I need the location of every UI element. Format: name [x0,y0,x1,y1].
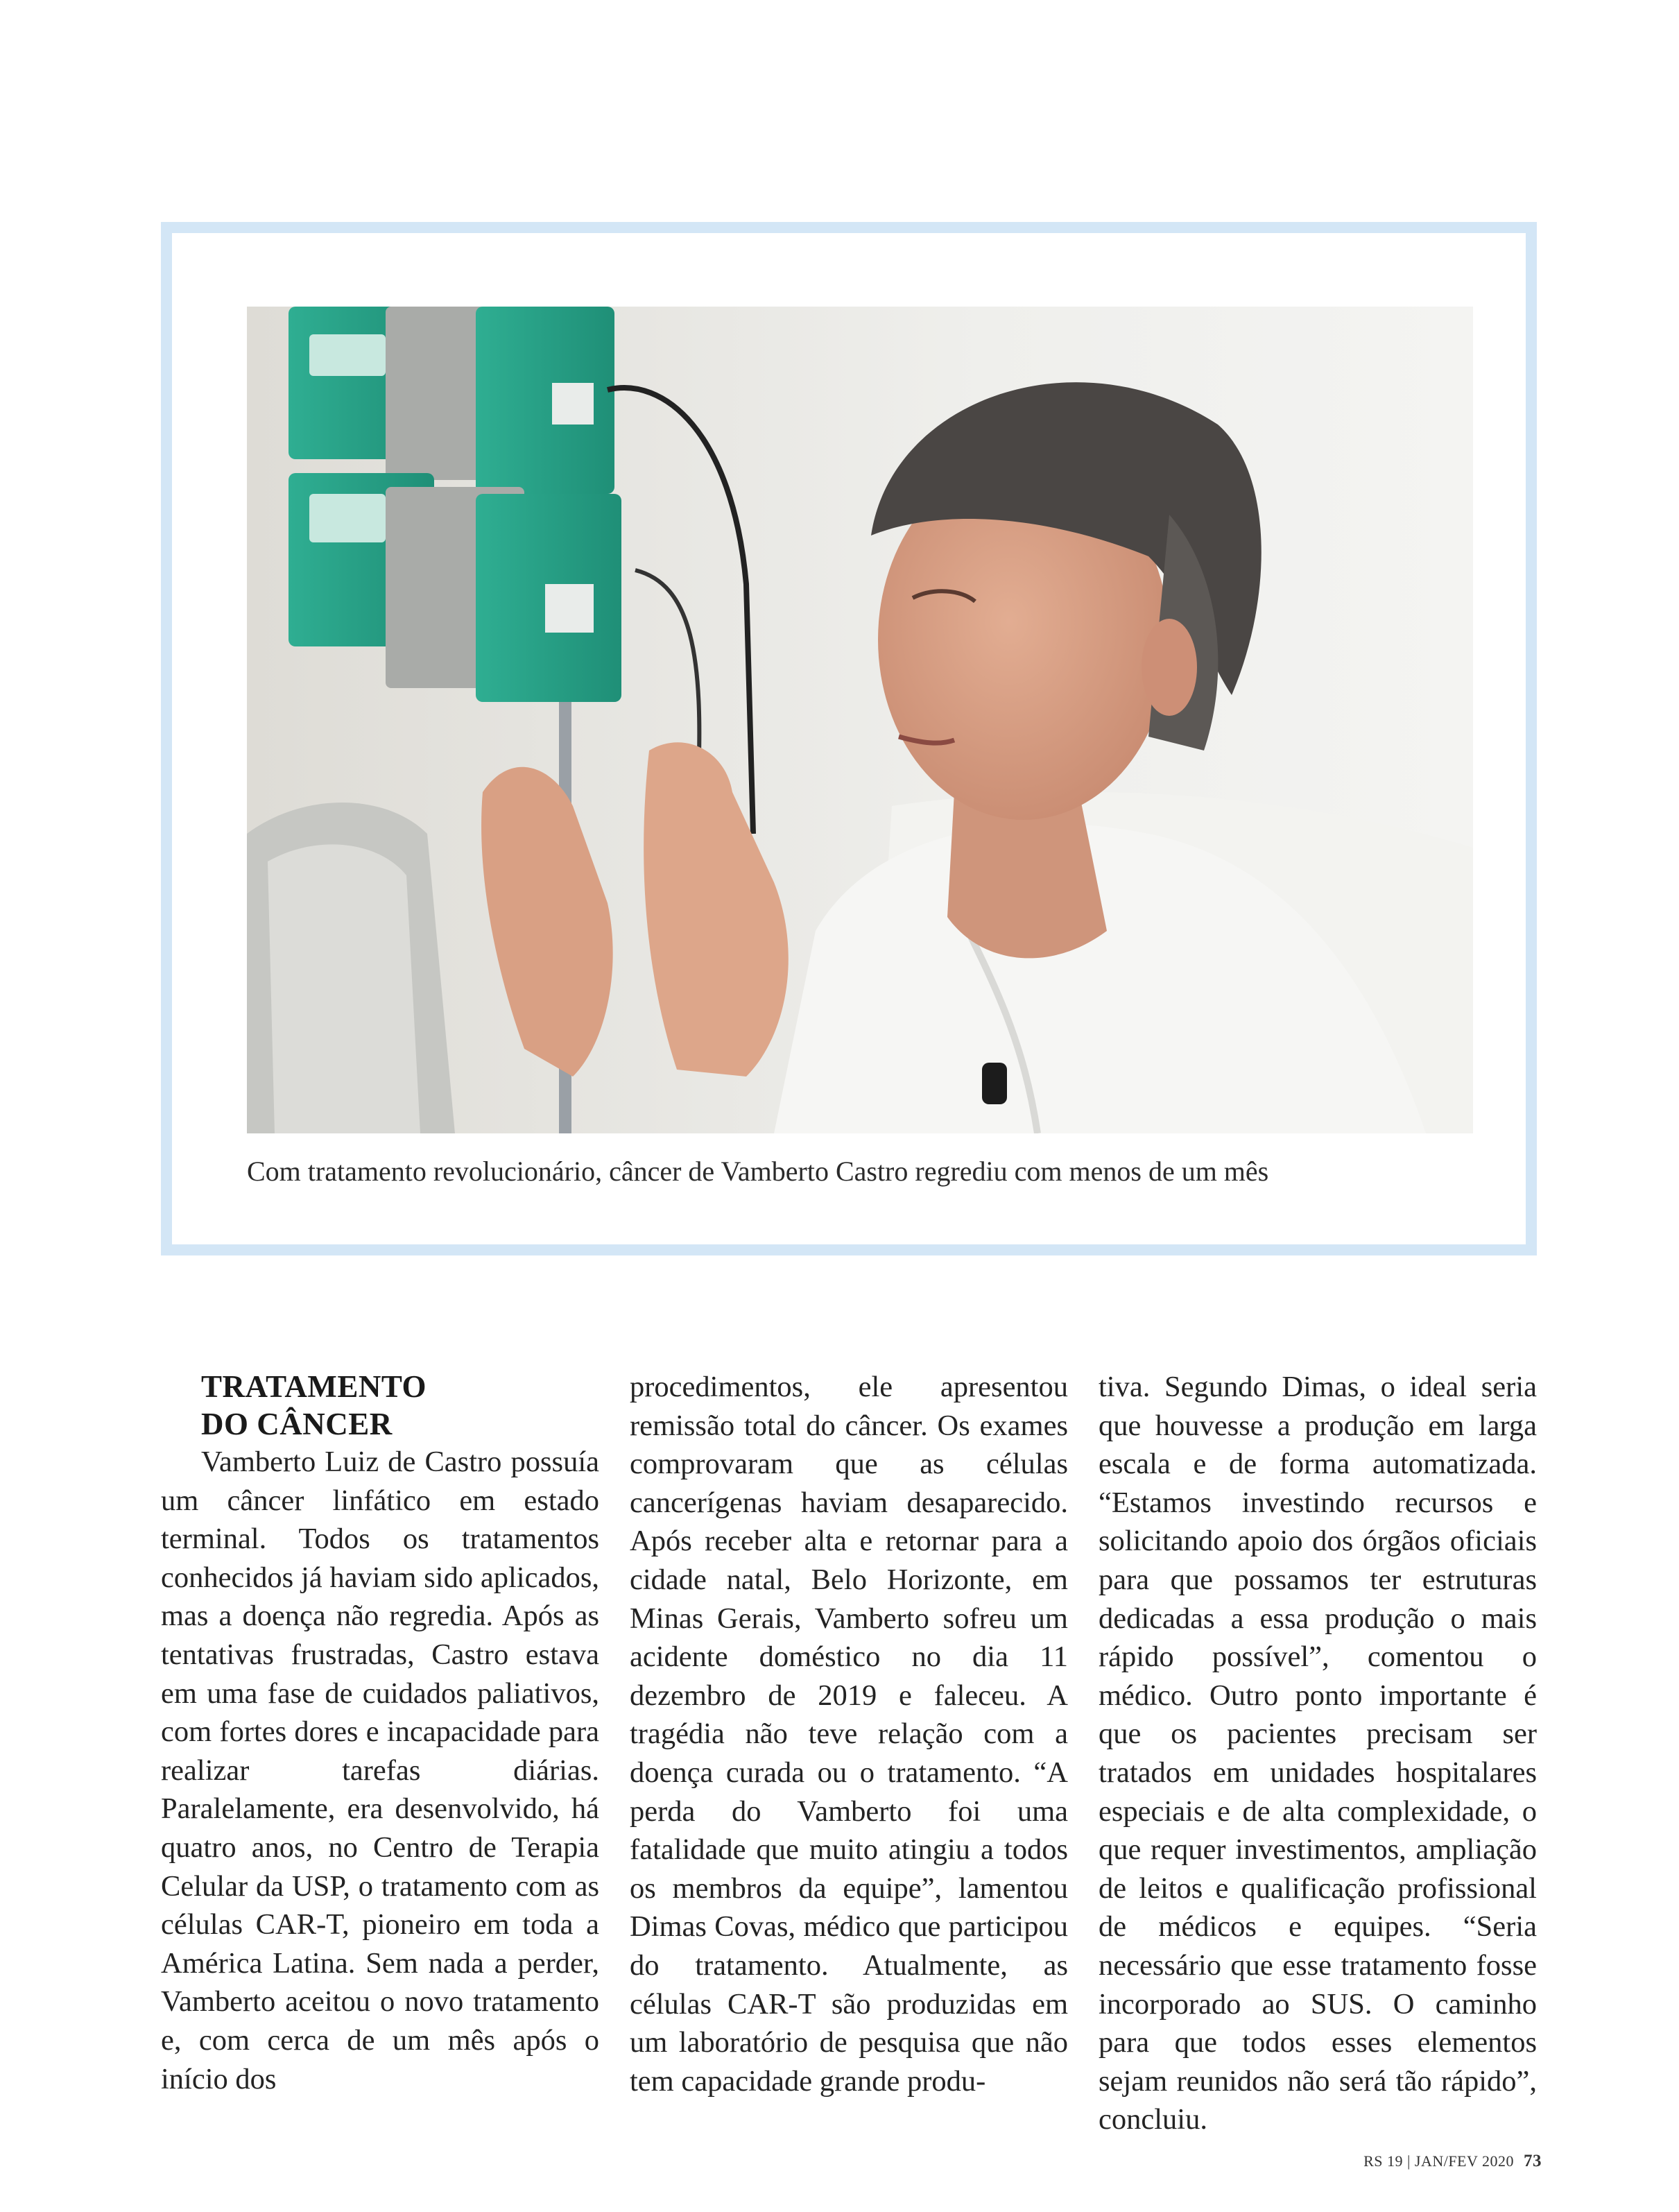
section-heading-line-1: TRATAMENTO [201,1369,427,1404]
patient-photo [247,307,1473,1133]
section-heading-line-2: DO CÂNCER [201,1407,393,1441]
article-column-2 [630,1368,1068,2098]
photo-frame [161,222,1537,1255]
photo-caption: Com tratamento revolucionário, câncer de Vamberto Castro regrediu com menos de um mês [247,1156,1269,1187]
issue-info: RS 19 | JAN/FEV 2020 [1363,2152,1514,2170]
article-column-3 [1099,1368,1537,2136]
article-paragraph: procedimentos, ele apresentou remissão total do câncer. Os exames comprovaram que as células cancerígenas haviam desaparecido. Após receber alta e retornar para a cidade natal, Belo Horizonte, em Minas Gerais, Vamberto sofreu um acidente doméstico no dia 11 dezembro de 2019 e faleceu. A tragédia não teve relação com a doença curada ou o tratamento. “A perda do Vamberto foi uma fatalidade que muito atingiu a todos os membros da equipe”, lamentou Dimas Covas, médico que participou do tratamento. Atualmente, as células CAR-T são produzidas em um laboratório de pesquisa que não tem capacidade grande produ- [630,1371,1068,2098]
article-paragraph: Vamberto Luiz de Castro possuía um câncer linfático em estado terminal. Todos os tratamentos conhecidos já haviam sido aplicados, mas a doença não regredia. Após as tentativas frustradas, Castro estava em uma fase de cuidados paliativos, com fortes dores e incapacidade para realizar tarefas diárias. Paralelamente, era desenvolvido, há quatro anos, no Centro de Terapia Celular da USP, o tratamento com as células CAR-T, pioneiro em toda a América Latina. Sem nada a perder, Vamberto aceitou o novo tratamento e, com cerca de um mês após o início dos [161,1446,599,2095]
page-number: 73 [1524,2152,1542,2170]
article-body [161,1368,1537,2136]
section-heading [201,1368,599,1443]
page-footer [1363,2152,1542,2171]
article-column-1 [161,1368,599,2095]
article-paragraph: tiva. Segundo Dimas, o ideal seria que houvesse a produção em larga escala e de forma automatizada. “Estamos investindo recursos e solicitando apoio dos órgãos oficiais para que possamos ter estruturas dedicadas a essa produção o mais rápido possível”, comentou o médico. Outro ponto importante é que os pacientes precisam ser tratados em unidades hospitalares especiais e de alta complexidade, o que requer investimentos, ampliação de leitos e qualificação profissional de médicos e equipes. “Seria necessário que esse tratamento fosse incorporado ao SUS. O caminho para que todos esses elementos sejam reunidos não será tão rápido”, concluiu. [1099,1371,1537,2136]
hospital-scene-illustration [247,307,1473,1133]
